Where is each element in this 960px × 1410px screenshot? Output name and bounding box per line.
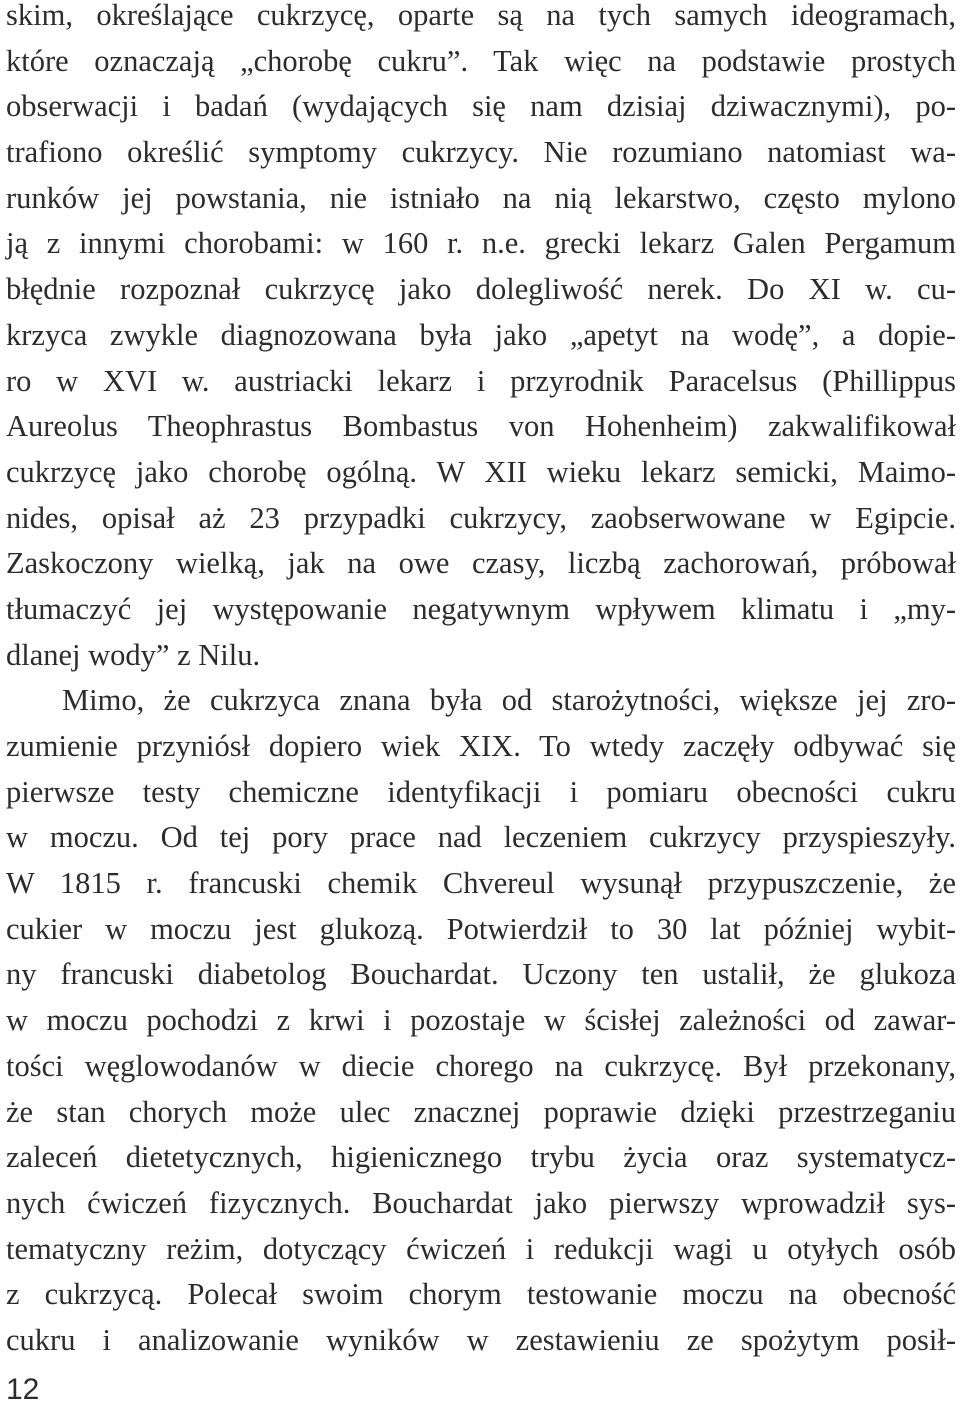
text-line: W 1815 r. francuski chemik Chvereul wysunął przypuszczenie, że (6, 866, 956, 901)
text-line: obserwacji i badań (wydających się nam dzisiaj dziwacznymi), po- (6, 89, 956, 124)
paragraph-1 (6, 0, 956, 678)
text-line: dlanej wody” z Nilu. (6, 637, 261, 672)
text-line: nych ćwiczeń fizycznych. Bouchardat jako pierwszy wprowadził sys- (6, 1185, 956, 1220)
text-line: ją z innymi chorobami: w 160 r. n.e. grecki lekarz Galen Pergamum (6, 226, 956, 261)
text-line: runków jej powstania, nie istniało na nią lekarstwo, często mylono (6, 180, 956, 215)
body-text (6, 0, 956, 1364)
text-line: że stan chorych może ulec znacznej poprawie dzięki przestrzeganiu (6, 1094, 956, 1129)
text-line: ny francuski diabetolog Bouchardat. Uczony ten ustalił, że glukoza (6, 957, 956, 992)
text-line: Aureolus Theophrastus Bombastus von Hohenheim) zakwalifikował (6, 409, 956, 444)
text-line: w moczu pochodzi z krwi i pozostaje w ścisłej zależności od zawar- (6, 1003, 956, 1038)
text-line: błędnie rozpoznał cukrzycę jako dolegliwość nerek. Do XI w. cu- (6, 272, 956, 307)
text-line: zumienie przyniósł dopiero wiek XIX. To wtedy zaczęły odbywać się (6, 729, 956, 763)
text-line: w moczu. Od tej pory prace nad leczeniem cukrzycy przyspieszyły. (6, 820, 956, 855)
text-line: krzyca zwykle diagnozowana była jako „apetyt na wodę”, a dopie- (6, 317, 956, 352)
text-line: z cukrzycą. Polecał swoim chorym testowanie moczu na obecność (6, 1277, 956, 1312)
text-line: Mimo, że cukrzyca znana była od starożytności, większe jej zro- (62, 683, 956, 718)
text-line: Zaskoczony wielką, jak na owe czasy, liczbą zachorowań, próbował (6, 546, 956, 581)
text-line: ro w XVI w. austriacki lekarz i przyrodnik Paracelsus (Phillippus (6, 363, 956, 398)
text-line: cukru i analizowanie wyników w zestawieniu ze spożytym posił- (6, 1322, 956, 1357)
text-line: skim, określające cukrzycę, oparte są na tych samych ideogramach, (6, 0, 956, 32)
text-line: tości węglowodanów w diecie chorego na cukrzycę. Był przekonany, (6, 1048, 956, 1083)
text-line: tłumaczyć jej występowanie negatywnym wpływem klimatu i „my- (6, 591, 956, 626)
text-line: nides, opisał aż 23 przypadki cukrzycy, zaobserwowane w Egipcie. (6, 500, 956, 535)
text-line: cukrzycę jako chorobę ogólną. W XII wieku lekarz semicki, Maimo- (6, 454, 956, 489)
text-line: cukier w moczu jest glukozą. Potwierdził to 30 lat później wybit- (6, 911, 956, 946)
text-line: tematyczny reżim, dotyczący ćwiczeń i redukcji wagi u otyłych osób (6, 1231, 956, 1266)
text-line: zaleceń dietetycznych, higienicznego trybu życia oraz systematycz- (6, 1140, 956, 1175)
text-line: pierwsze testy chemiczne identyfikacji i pomiaru obecności cukru (6, 774, 956, 809)
text-line: które oznaczają „chorobę cukru”. Tak więc na podstawie prostych (6, 43, 956, 78)
text-line: trafiono określić symptomy cukrzycy. Nie rozumiano natomiast wa- (6, 135, 956, 170)
paragraph-2 (6, 678, 956, 1363)
page-number: 12 (6, 1373, 40, 1406)
